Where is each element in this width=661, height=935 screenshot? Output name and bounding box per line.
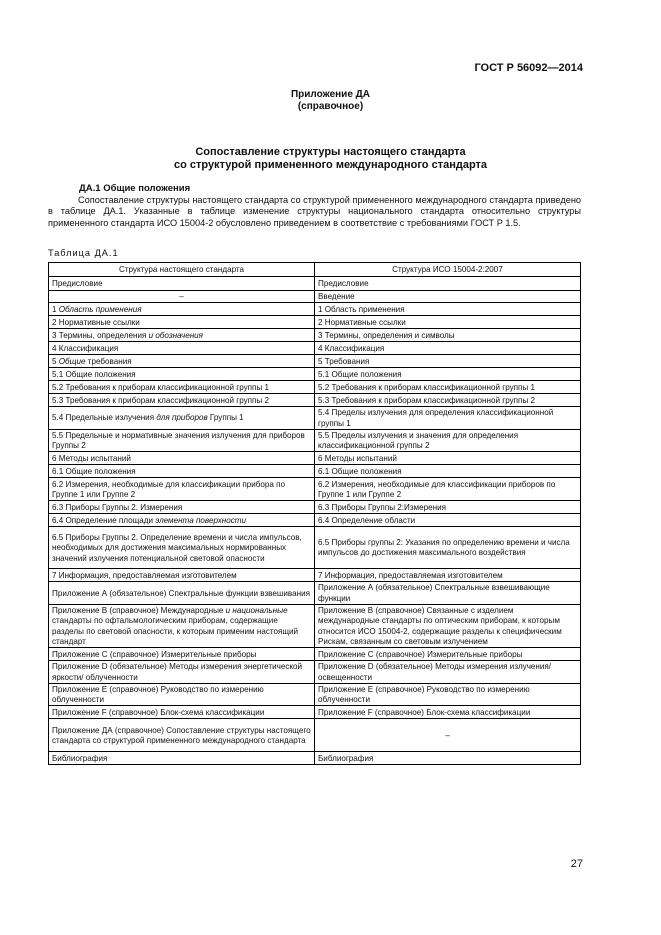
- cell-national-structure: [49, 605, 315, 648]
- table-row: [49, 465, 581, 478]
- cell-national-structure: [49, 381, 315, 394]
- structure-comparison-table: [48, 262, 581, 765]
- cell-iso-structure: [315, 719, 581, 752]
- cell-national-structure: [49, 329, 315, 342]
- cell-text: 6.3 Приборы Группы 2. Измерения: [52, 502, 183, 512]
- table-row: [49, 355, 581, 368]
- cell-iso-structure: [315, 394, 581, 407]
- cell-national-structure: [49, 514, 315, 527]
- cell-text: 1 Область применения: [318, 304, 405, 314]
- cell-iso-structure: [315, 291, 581, 303]
- cell-text: 6.1 Общие положения: [318, 466, 402, 476]
- table-row: [49, 291, 581, 303]
- cell-text: 4 Классификация: [318, 343, 385, 353]
- cell-national-structure: [49, 661, 315, 684]
- cell-iso-structure: [315, 452, 581, 465]
- cell-text: стандарты по офтальмологическим приборам, содержащие разделы по световой опасности, к которым применим настоящий стандарт: [52, 616, 299, 646]
- table-row: [49, 329, 581, 342]
- table-row: [49, 527, 581, 569]
- table-row: [49, 368, 581, 381]
- cell-iso-structure: [315, 752, 581, 765]
- table-row: [49, 582, 581, 605]
- cell-text: 6.1 Общие положения: [52, 466, 136, 476]
- cell-national-structure: [49, 342, 315, 355]
- cell-iso-structure: [315, 407, 581, 430]
- table-row: [49, 316, 581, 329]
- table-row: [49, 381, 581, 394]
- cell-national-structure: [49, 394, 315, 407]
- cell-iso-structure: [315, 706, 581, 719]
- cell-text: Приложение D (обязательное) Методы измерения излучения/освещенности: [318, 662, 552, 682]
- cell-text: элемента поверхности: [155, 515, 246, 525]
- cell-national-structure: [49, 303, 315, 316]
- cell-national-structure: [49, 452, 315, 465]
- table-body: [49, 277, 581, 765]
- cell-national-structure: [49, 368, 315, 381]
- cell-text: 6.4 Определение площади: [52, 515, 156, 525]
- cell-text: 5.2 Требования к приборам классификационной группы 1: [318, 382, 536, 392]
- cell-text: 6.4 Определение области: [318, 515, 416, 525]
- cell-national-structure: [49, 527, 315, 569]
- cell-text: 6.5 Приборы Группы 2. Определение времени и числа импульсов, необходимых для достижения максимальных нормированных значений излучения потенциальной световой опасности: [52, 533, 302, 563]
- cell-iso-structure: [315, 527, 581, 569]
- cell-national-structure: [49, 501, 315, 514]
- cell-iso-structure: [315, 605, 581, 648]
- cell-text: 7 Информация, предоставляемая изготовителем: [318, 570, 503, 580]
- cell-national-structure: [49, 706, 315, 719]
- cell-text: 6 Методы испытаний: [318, 453, 397, 463]
- cell-iso-structure: [315, 478, 581, 501]
- cell-text: 6.5 Приборы группы 2: Указания по определению времени и числа импульсов до достижения максимального воздействия: [318, 538, 570, 558]
- section-heading: ДА.1 Общие положения: [79, 183, 191, 194]
- table-row: [49, 407, 581, 430]
- table-row: [49, 478, 581, 501]
- cell-text: Приложение Е (справочное) Руководство по измерению облученности: [318, 684, 530, 705]
- cell-text: Предисловие: [318, 278, 369, 288]
- cell-national-structure: [49, 752, 315, 765]
- table-row: [49, 342, 581, 355]
- table-row: [49, 429, 581, 452]
- cell-text: 5.4 Пределы излучения для определения классификационной группы 1: [318, 408, 554, 428]
- cell-text: 5.3 Требования к приборам классификационной группы 2: [318, 395, 536, 405]
- cell-national-structure: [49, 465, 315, 478]
- cell-iso-structure: [315, 582, 581, 605]
- cell-text: Общие: [58, 356, 86, 366]
- cell-text: 5.1 Общие положения: [318, 369, 402, 379]
- table-row: [49, 394, 581, 407]
- cell-national-structure: [49, 569, 315, 582]
- cell-text: Введение: [318, 292, 355, 301]
- cell-text: 6.2 Измерения, необходимые для классификации прибора по Группе 1 или Группе 2: [52, 479, 286, 499]
- cell-text: Приложение ДА (справочное) Сопоставление структуры настоящего стандарта со структурой примененного международного стандарта: [52, 725, 311, 745]
- cell-text: 5.2 Требования к приборам классификационной группы 1: [52, 382, 270, 392]
- annex-main-title: [0, 146, 661, 172]
- cell-text: 6.2 Измерения, необходимые для классификации приборов по Группе 1 или Группе 2: [318, 479, 556, 499]
- table-row: [49, 719, 581, 752]
- table-row: [49, 752, 581, 765]
- annex-kind: (справочное): [297, 101, 364, 112]
- cell-text: Библиография: [52, 753, 108, 763]
- cell-iso-structure: [315, 355, 581, 368]
- cell-national-structure: [49, 316, 315, 329]
- cell-iso-structure: [315, 303, 581, 316]
- cell-text: –: [179, 292, 184, 301]
- cell-text: Приложение D (обязательное) Методы измерения энергетической яркости/ облученности: [52, 662, 303, 682]
- cell-text: Приложение С (справочное) Измерительные приборы: [52, 649, 257, 659]
- table-row: [49, 605, 581, 648]
- cell-iso-structure: [315, 329, 581, 342]
- cell-national-structure: [49, 277, 315, 291]
- cell-text: Приложение Е (справочное) Руководство по измерению облученности: [52, 684, 264, 705]
- cell-text: 5 Требования: [318, 356, 370, 366]
- table-caption: Таблица ДА.1: [48, 248, 119, 258]
- table-header-row: [49, 263, 581, 277]
- cell-text: и обозначения: [148, 330, 203, 340]
- cell-text: Библиография: [318, 753, 374, 763]
- table-row: [49, 683, 581, 706]
- table-row: [49, 303, 581, 316]
- cell-national-structure: [49, 582, 315, 605]
- cell-national-structure: [49, 648, 315, 661]
- cell-text: 5.5 Пределы излучения и значения для определения классификационной группы 2: [318, 430, 519, 451]
- cell-iso-structure: [315, 381, 581, 394]
- cell-text: 5: [52, 356, 59, 366]
- table-row: [49, 661, 581, 684]
- cell-text: для приборов: [156, 413, 208, 423]
- table-row: [49, 706, 581, 719]
- cell-iso-structure: [315, 465, 581, 478]
- cell-iso-structure: [315, 501, 581, 514]
- annex-heading: [0, 89, 661, 113]
- cell-text: Область применения: [58, 304, 142, 314]
- cell-text: 5.3 Требования к приборам классификационной группы 2: [52, 395, 270, 405]
- cell-text: 5.1 Общие положения: [52, 369, 136, 379]
- cell-national-structure: [49, 407, 315, 430]
- cell-iso-structure: [315, 342, 581, 355]
- cell-text: 2 Нормативные ссылки: [318, 317, 406, 327]
- section-paragraph: Сопоставление структуры настоящего стандарта со структурой примененного международного стандарта приведено в таблице ДА.1. Указанные в таблице изменение структуры национального стандарта относительно структуры примененного стандарта ИСО 15004-2 обусловлено приведением в соответствие с требованиями ГОСТ Р 1.5.: [48, 195, 581, 228]
- cell-iso-structure: [315, 514, 581, 527]
- cell-iso-structure: [315, 429, 581, 452]
- cell-text: 6 Методы испытаний: [52, 453, 131, 463]
- cell-iso-structure: [315, 277, 581, 291]
- cell-text: Приложение В (справочное) Связанные с изделием международные стандарты по оптическим приборам, к которым относится ИСО 15004-2, содержащие разделы к специфическим Рискам, связанным со световым излучением: [318, 606, 562, 646]
- table-row: [49, 452, 581, 465]
- cell-iso-structure: [315, 648, 581, 661]
- cell-national-structure: [49, 719, 315, 752]
- column-header-national: Структура настоящего стандарта: [49, 263, 315, 277]
- title-line-2: со структурой примененного международного стандарта: [173, 159, 488, 171]
- table-row: [49, 569, 581, 582]
- cell-text: 5.5 Предельные и нормативные значения излучения для приборов Группы 2: [52, 430, 305, 451]
- cell-national-structure: [49, 683, 315, 706]
- cell-text: –: [445, 730, 450, 740]
- cell-iso-structure: [315, 661, 581, 684]
- cell-national-structure: [49, 291, 315, 303]
- cell-text: Группы 1: [207, 413, 244, 423]
- cell-text: 2 Нормативные ссылки: [52, 317, 140, 327]
- cell-iso-structure: [315, 569, 581, 582]
- cell-text: Приложение F (справочное) Блок-схема классификации: [318, 707, 531, 717]
- cell-text: Приложение А (обязательное) Спектральные функции взвешивания: [52, 588, 310, 598]
- page-number: 27: [570, 858, 583, 870]
- table-row: [49, 277, 581, 291]
- cell-text: и национальные: [225, 606, 288, 616]
- cell-text: 3 Термины, определения: [52, 330, 149, 340]
- cell-text: Приложение В (справочное) Международные: [52, 606, 226, 616]
- cell-text: Приложение А (обязательное) Спектральные взвешивающие функции: [318, 583, 550, 603]
- cell-text: 4 Классификация: [52, 343, 119, 353]
- cell-text: требования: [85, 356, 132, 366]
- cell-national-structure: [49, 355, 315, 368]
- cell-text: Предисловие: [52, 278, 103, 288]
- annex-title: Приложение ДА: [290, 89, 371, 100]
- column-header-iso: Структура ИСО 15004-2:2007: [315, 263, 581, 277]
- cell-national-structure: [49, 429, 315, 452]
- table-row: [49, 648, 581, 661]
- document-id: ГОСТ Р 56092—2014: [474, 62, 583, 74]
- cell-text: 1: [52, 304, 59, 314]
- cell-iso-structure: [315, 368, 581, 381]
- cell-text: Приложение С (справочное) Измерительные приборы: [318, 649, 523, 659]
- cell-national-structure: [49, 478, 315, 501]
- cell-text: 3 Термины, определения и символы: [318, 330, 455, 340]
- cell-iso-structure: [315, 683, 581, 706]
- cell-text: 6.3 Приборы Группы 2:Измерения: [318, 502, 446, 512]
- table-row: [49, 501, 581, 514]
- cell-text: 7 Информация, предоставляемая изготовителем: [52, 570, 237, 580]
- cell-text: 5.4 Предельные излучения: [52, 413, 157, 423]
- table-row: [49, 514, 581, 527]
- cell-iso-structure: [315, 316, 581, 329]
- cell-text: Приложение F (справочное) Блок-схема классификации: [52, 707, 265, 717]
- title-line-1: Сопоставление структуры настоящего стандарта: [195, 146, 466, 158]
